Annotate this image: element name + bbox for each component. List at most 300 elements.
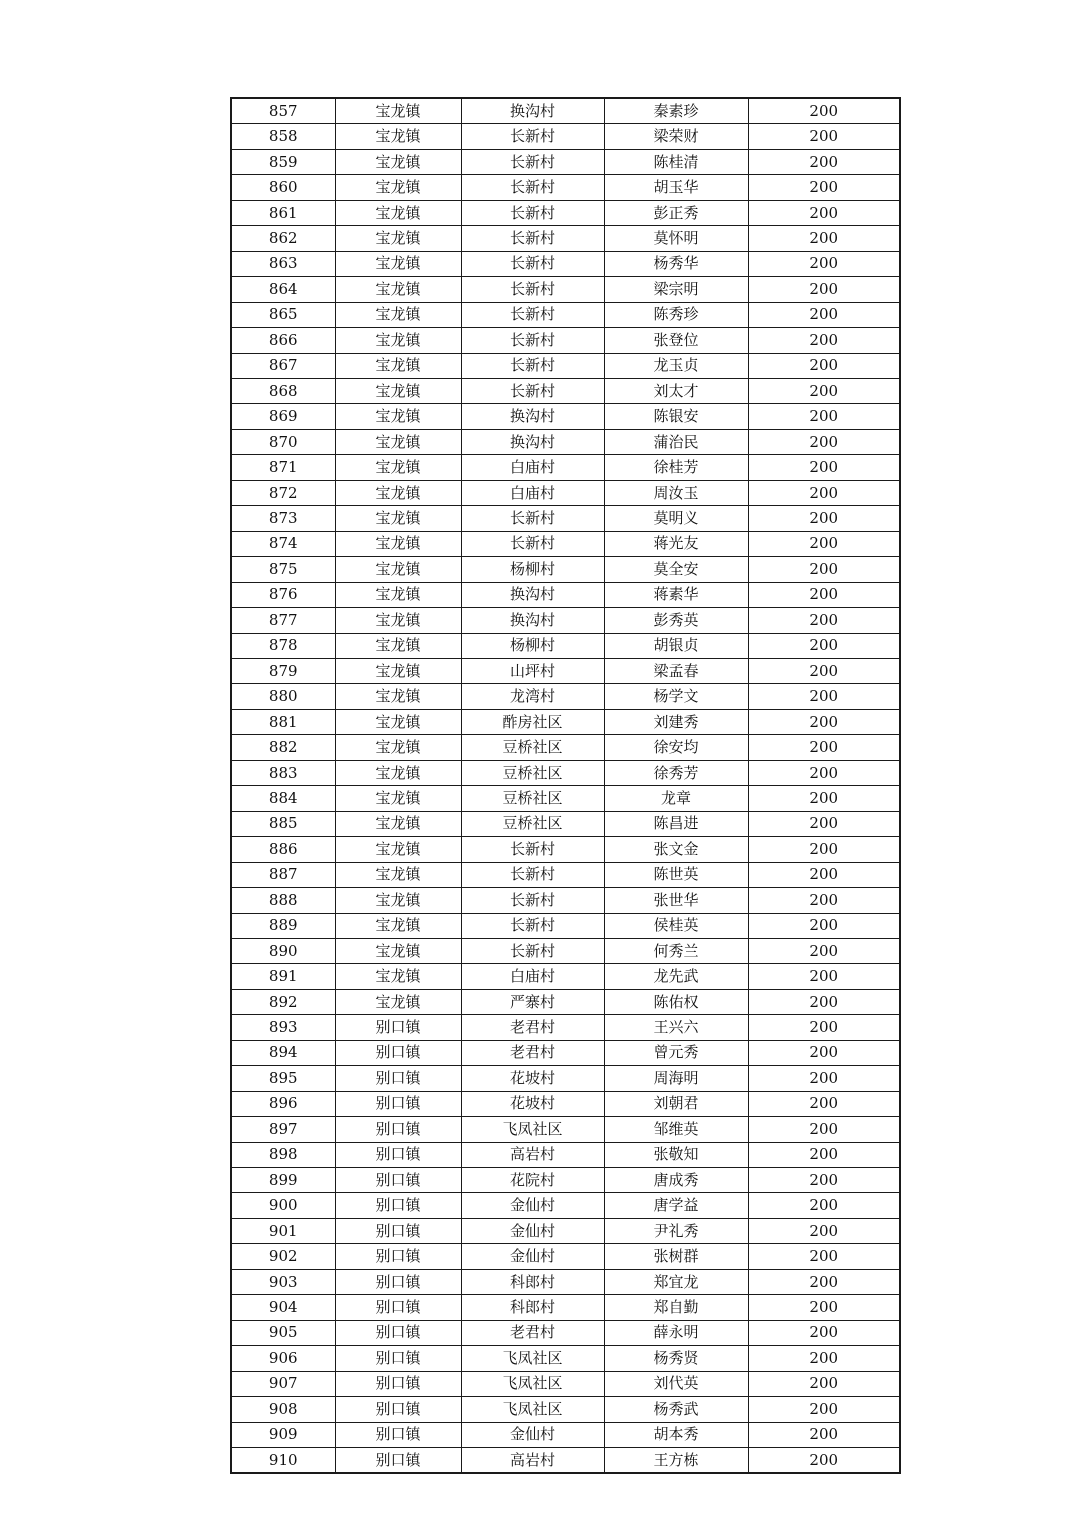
person-name-cell: 陈桂清: [604, 149, 748, 174]
village-cell: 长新村: [461, 913, 604, 938]
amount-cell: 200: [748, 328, 900, 353]
village-cell: 金仙村: [461, 1218, 604, 1243]
town-cell: 宝龙镇: [335, 480, 461, 505]
table-row: [231, 353, 900, 378]
town-cell: 宝龙镇: [335, 608, 461, 633]
person-name-cell: 刘建秀: [604, 709, 748, 734]
row-number-cell: 888: [231, 888, 335, 913]
row-number-cell: 899: [231, 1168, 335, 1193]
village-cell: 豆桥社区: [461, 786, 604, 811]
row-number-cell: 864: [231, 277, 335, 302]
row-number-cell: 901: [231, 1218, 335, 1243]
row-number-cell: 892: [231, 989, 335, 1014]
amount-cell: 200: [748, 837, 900, 862]
row-number-cell: 903: [231, 1269, 335, 1294]
table-row: [231, 786, 900, 811]
table-row: [231, 378, 900, 403]
table-row: [231, 1320, 900, 1345]
row-number-cell: 860: [231, 175, 335, 200]
table-row: [231, 531, 900, 556]
person-name-cell: 唐成秀: [604, 1168, 748, 1193]
town-cell: 宝龙镇: [335, 709, 461, 734]
row-number-cell: 908: [231, 1397, 335, 1422]
amount-cell: 200: [748, 455, 900, 480]
table-row: [231, 124, 900, 149]
amount-cell: 200: [748, 786, 900, 811]
table-row: [231, 888, 900, 913]
person-name-cell: 张文金: [604, 837, 748, 862]
person-name-cell: 张树群: [604, 1244, 748, 1269]
town-cell: 别口镇: [335, 1371, 461, 1396]
amount-cell: 200: [748, 353, 900, 378]
person-name-cell: 陈秀珍: [604, 302, 748, 327]
row-number-cell: 874: [231, 531, 335, 556]
village-cell: 飞凤社区: [461, 1371, 604, 1396]
amount-cell: 200: [748, 1397, 900, 1422]
table-row: [231, 277, 900, 302]
town-cell: 别口镇: [335, 1218, 461, 1243]
person-name-cell: 薛永明: [604, 1320, 748, 1345]
village-cell: 换沟村: [461, 582, 604, 607]
town-cell: 宝龙镇: [335, 506, 461, 531]
amount-cell: 200: [748, 1015, 900, 1040]
amount-cell: 200: [748, 1422, 900, 1447]
table-row: [231, 328, 900, 353]
town-cell: 别口镇: [335, 1448, 461, 1474]
amount-cell: 200: [748, 251, 900, 276]
amount-cell: 200: [748, 989, 900, 1014]
village-cell: 长新村: [461, 226, 604, 251]
amount-cell: 200: [748, 277, 900, 302]
table-row: [231, 1015, 900, 1040]
row-number-cell: 894: [231, 1040, 335, 1065]
village-cell: 花坡村: [461, 1091, 604, 1116]
table-row: [231, 98, 900, 124]
town-cell: 宝龙镇: [335, 175, 461, 200]
table-row: [231, 506, 900, 531]
town-cell: 宝龙镇: [335, 200, 461, 225]
amount-cell: 200: [748, 684, 900, 709]
table-row: [231, 1422, 900, 1447]
table-row: [231, 913, 900, 938]
row-number-cell: 876: [231, 582, 335, 607]
table-row: [231, 582, 900, 607]
person-name-cell: 彭秀英: [604, 608, 748, 633]
row-number-cell: 906: [231, 1346, 335, 1371]
row-number-cell: 857: [231, 98, 335, 124]
town-cell: 宝龙镇: [335, 633, 461, 658]
town-cell: 宝龙镇: [335, 226, 461, 251]
town-cell: 别口镇: [335, 1040, 461, 1065]
village-cell: 长新村: [461, 302, 604, 327]
village-cell: 白庙村: [461, 455, 604, 480]
town-cell: 宝龙镇: [335, 837, 461, 862]
town-cell: 宝龙镇: [335, 760, 461, 785]
town-cell: 别口镇: [335, 1320, 461, 1345]
table-row: [231, 149, 900, 174]
table-row: [231, 633, 900, 658]
table-row: [231, 226, 900, 251]
town-cell: 宝龙镇: [335, 302, 461, 327]
amount-cell: 200: [748, 1142, 900, 1167]
person-name-cell: 杨学文: [604, 684, 748, 709]
table-row: [231, 862, 900, 887]
person-name-cell: 曾元秀: [604, 1040, 748, 1065]
table-row: [231, 1168, 900, 1193]
town-cell: 宝龙镇: [335, 913, 461, 938]
amount-cell: 200: [748, 633, 900, 658]
row-number-cell: 870: [231, 429, 335, 454]
person-name-cell: 陈昌进: [604, 811, 748, 836]
village-cell: 山坪村: [461, 658, 604, 683]
person-name-cell: 刘太才: [604, 378, 748, 403]
row-number-cell: 897: [231, 1117, 335, 1142]
amount-cell: 200: [748, 429, 900, 454]
person-name-cell: 周海明: [604, 1066, 748, 1091]
town-cell: 宝龙镇: [335, 786, 461, 811]
roster-table-body: [231, 98, 900, 1473]
person-name-cell: 侯桂英: [604, 913, 748, 938]
village-cell: 长新村: [461, 888, 604, 913]
table-row: [231, 811, 900, 836]
amount-cell: 200: [748, 506, 900, 531]
amount-cell: 200: [748, 557, 900, 582]
village-cell: 科郎村: [461, 1269, 604, 1294]
village-cell: 长新村: [461, 149, 604, 174]
person-name-cell: 王兴六: [604, 1015, 748, 1040]
row-number-cell: 862: [231, 226, 335, 251]
town-cell: 宝龙镇: [335, 277, 461, 302]
town-cell: 别口镇: [335, 1066, 461, 1091]
village-cell: 金仙村: [461, 1422, 604, 1447]
person-name-cell: 莫怀明: [604, 226, 748, 251]
amount-cell: 200: [748, 1218, 900, 1243]
row-number-cell: 896: [231, 1091, 335, 1116]
village-cell: 换沟村: [461, 404, 604, 429]
table-row: [231, 684, 900, 709]
village-cell: 老君村: [461, 1015, 604, 1040]
person-name-cell: 张敬知: [604, 1142, 748, 1167]
person-name-cell: 莫全安: [604, 557, 748, 582]
amount-cell: 200: [748, 1269, 900, 1294]
amount-cell: 200: [748, 1371, 900, 1396]
person-name-cell: 杨秀华: [604, 251, 748, 276]
table-row: [231, 1040, 900, 1065]
person-name-cell: 刘朝君: [604, 1091, 748, 1116]
town-cell: 宝龙镇: [335, 353, 461, 378]
table-row: [231, 1142, 900, 1167]
town-cell: 别口镇: [335, 1193, 461, 1218]
row-number-cell: 902: [231, 1244, 335, 1269]
village-cell: 长新村: [461, 200, 604, 225]
town-cell: 宝龙镇: [335, 455, 461, 480]
town-cell: 别口镇: [335, 1295, 461, 1320]
person-name-cell: 徐桂芳: [604, 455, 748, 480]
row-number-cell: 877: [231, 608, 335, 633]
town-cell: 别口镇: [335, 1015, 461, 1040]
person-name-cell: 杨秀贤: [604, 1346, 748, 1371]
table-row: [231, 658, 900, 683]
row-number-cell: 893: [231, 1015, 335, 1040]
roster-table: [230, 97, 901, 1474]
table-row: [231, 938, 900, 963]
amount-cell: 200: [748, 862, 900, 887]
table-row: [231, 964, 900, 989]
amount-cell: 200: [748, 1320, 900, 1345]
village-cell: 严寨村: [461, 989, 604, 1014]
table-row: [231, 1346, 900, 1371]
village-cell: 杨柳村: [461, 557, 604, 582]
village-cell: 长新村: [461, 328, 604, 353]
town-cell: 宝龙镇: [335, 989, 461, 1014]
village-cell: 豆桥社区: [461, 760, 604, 785]
village-cell: 长新村: [461, 837, 604, 862]
village-cell: 花院村: [461, 1168, 604, 1193]
village-cell: 换沟村: [461, 608, 604, 633]
table-row: [231, 480, 900, 505]
person-name-cell: 莫明义: [604, 506, 748, 531]
row-number-cell: 871: [231, 455, 335, 480]
amount-cell: 200: [748, 1168, 900, 1193]
table-row: [231, 200, 900, 225]
amount-cell: 200: [748, 404, 900, 429]
person-name-cell: 梁宗明: [604, 277, 748, 302]
row-number-cell: 909: [231, 1422, 335, 1447]
row-number-cell: 900: [231, 1193, 335, 1218]
village-cell: 金仙村: [461, 1244, 604, 1269]
town-cell: 宝龙镇: [335, 658, 461, 683]
town-cell: 宝龙镇: [335, 888, 461, 913]
village-cell: 换沟村: [461, 98, 604, 124]
row-number-cell: 886: [231, 837, 335, 862]
amount-cell: 200: [748, 1091, 900, 1116]
village-cell: 长新村: [461, 531, 604, 556]
amount-cell: 200: [748, 149, 900, 174]
row-number-cell: 863: [231, 251, 335, 276]
table-row: [231, 1371, 900, 1396]
person-name-cell: 徐秀芳: [604, 760, 748, 785]
amount-cell: 200: [748, 1193, 900, 1218]
table-row: [231, 251, 900, 276]
row-number-cell: 869: [231, 404, 335, 429]
person-name-cell: 胡玉华: [604, 175, 748, 200]
amount-cell: 200: [748, 811, 900, 836]
person-name-cell: 何秀兰: [604, 938, 748, 963]
table-row: [231, 989, 900, 1014]
table-row: [231, 1117, 900, 1142]
village-cell: 长新村: [461, 175, 604, 200]
village-cell: 科郎村: [461, 1295, 604, 1320]
town-cell: 宝龙镇: [335, 557, 461, 582]
town-cell: 宝龙镇: [335, 938, 461, 963]
person-name-cell: 梁孟春: [604, 658, 748, 683]
row-number-cell: 879: [231, 658, 335, 683]
row-number-cell: 880: [231, 684, 335, 709]
amount-cell: 200: [748, 98, 900, 124]
village-cell: 龙湾村: [461, 684, 604, 709]
table-row: [231, 735, 900, 760]
row-number-cell: 882: [231, 735, 335, 760]
amount-cell: 200: [748, 1066, 900, 1091]
table-row: [231, 837, 900, 862]
amount-cell: 200: [748, 1295, 900, 1320]
row-number-cell: 885: [231, 811, 335, 836]
table-row: [231, 175, 900, 200]
village-cell: 花坡村: [461, 1066, 604, 1091]
table-row: [231, 1066, 900, 1091]
person-name-cell: 陈世英: [604, 862, 748, 887]
town-cell: 别口镇: [335, 1168, 461, 1193]
row-number-cell: 884: [231, 786, 335, 811]
town-cell: 宝龙镇: [335, 531, 461, 556]
amount-cell: 200: [748, 938, 900, 963]
person-name-cell: 蒋素华: [604, 582, 748, 607]
town-cell: 别口镇: [335, 1269, 461, 1294]
person-name-cell: 胡银贞: [604, 633, 748, 658]
table-row: [231, 302, 900, 327]
town-cell: 别口镇: [335, 1422, 461, 1447]
row-number-cell: 866: [231, 328, 335, 353]
town-cell: 宝龙镇: [335, 684, 461, 709]
table-row: [231, 1091, 900, 1116]
row-number-cell: 878: [231, 633, 335, 658]
town-cell: 宝龙镇: [335, 404, 461, 429]
amount-cell: 200: [748, 709, 900, 734]
row-number-cell: 905: [231, 1320, 335, 1345]
row-number-cell: 867: [231, 353, 335, 378]
person-name-cell: 彭正秀: [604, 200, 748, 225]
village-cell: 长新村: [461, 251, 604, 276]
town-cell: 宝龙镇: [335, 964, 461, 989]
amount-cell: 200: [748, 888, 900, 913]
table-row: [231, 760, 900, 785]
person-name-cell: 郑自勤: [604, 1295, 748, 1320]
row-number-cell: 891: [231, 964, 335, 989]
town-cell: 宝龙镇: [335, 862, 461, 887]
amount-cell: 200: [748, 378, 900, 403]
village-cell: 飞凤社区: [461, 1346, 604, 1371]
town-cell: 宝龙镇: [335, 149, 461, 174]
person-name-cell: 蒋光友: [604, 531, 748, 556]
village-cell: 长新村: [461, 378, 604, 403]
town-cell: 宝龙镇: [335, 328, 461, 353]
amount-cell: 200: [748, 226, 900, 251]
table-row: [231, 557, 900, 582]
person-name-cell: 龙先武: [604, 964, 748, 989]
row-number-cell: 910: [231, 1448, 335, 1474]
amount-cell: 200: [748, 735, 900, 760]
amount-cell: 200: [748, 1040, 900, 1065]
row-number-cell: 898: [231, 1142, 335, 1167]
table-row: [231, 404, 900, 429]
person-name-cell: 王方栋: [604, 1448, 748, 1474]
row-number-cell: 890: [231, 938, 335, 963]
amount-cell: 200: [748, 124, 900, 149]
village-cell: 长新村: [461, 938, 604, 963]
table-row: [231, 608, 900, 633]
amount-cell: 200: [748, 531, 900, 556]
amount-cell: 200: [748, 1448, 900, 1474]
village-cell: 杨柳村: [461, 633, 604, 658]
person-name-cell: 邹维英: [604, 1117, 748, 1142]
row-number-cell: 904: [231, 1295, 335, 1320]
village-cell: 白庙村: [461, 964, 604, 989]
table-row: [231, 455, 900, 480]
village-cell: 长新村: [461, 506, 604, 531]
person-name-cell: 尹礼秀: [604, 1218, 748, 1243]
person-name-cell: 杨秀武: [604, 1397, 748, 1422]
table-row: [231, 429, 900, 454]
amount-cell: 200: [748, 1244, 900, 1269]
person-name-cell: 唐学益: [604, 1193, 748, 1218]
village-cell: 飞凤社区: [461, 1397, 604, 1422]
village-cell: 长新村: [461, 862, 604, 887]
row-number-cell: 889: [231, 913, 335, 938]
village-cell: 长新村: [461, 277, 604, 302]
town-cell: 宝龙镇: [335, 124, 461, 149]
row-number-cell: 895: [231, 1066, 335, 1091]
amount-cell: 200: [748, 1346, 900, 1371]
amount-cell: 200: [748, 608, 900, 633]
amount-cell: 200: [748, 582, 900, 607]
amount-cell: 200: [748, 964, 900, 989]
row-number-cell: 887: [231, 862, 335, 887]
town-cell: 别口镇: [335, 1244, 461, 1269]
village-cell: 酢房社区: [461, 709, 604, 734]
amount-cell: 200: [748, 1117, 900, 1142]
town-cell: 宝龙镇: [335, 98, 461, 124]
row-number-cell: 881: [231, 709, 335, 734]
row-number-cell: 873: [231, 506, 335, 531]
row-number-cell: 883: [231, 760, 335, 785]
village-cell: 白庙村: [461, 480, 604, 505]
town-cell: 别口镇: [335, 1117, 461, 1142]
amount-cell: 200: [748, 658, 900, 683]
person-name-cell: 蒲治民: [604, 429, 748, 454]
table-row: [231, 1244, 900, 1269]
row-number-cell: 865: [231, 302, 335, 327]
town-cell: 宝龙镇: [335, 811, 461, 836]
table-row: [231, 1269, 900, 1294]
town-cell: 宝龙镇: [335, 429, 461, 454]
amount-cell: 200: [748, 913, 900, 938]
town-cell: 别口镇: [335, 1142, 461, 1167]
person-name-cell: 陈银安: [604, 404, 748, 429]
town-cell: 宝龙镇: [335, 735, 461, 760]
table-row: [231, 1218, 900, 1243]
village-cell: 高岩村: [461, 1448, 604, 1474]
town-cell: 宝龙镇: [335, 378, 461, 403]
person-name-cell: 秦素珍: [604, 98, 748, 124]
village-cell: 长新村: [461, 124, 604, 149]
person-name-cell: 郑宜龙: [604, 1269, 748, 1294]
row-number-cell: 872: [231, 480, 335, 505]
person-name-cell: 徐安均: [604, 735, 748, 760]
person-name-cell: 梁荣财: [604, 124, 748, 149]
amount-cell: 200: [748, 480, 900, 505]
row-number-cell: 861: [231, 200, 335, 225]
town-cell: 别口镇: [335, 1346, 461, 1371]
town-cell: 别口镇: [335, 1397, 461, 1422]
village-cell: 换沟村: [461, 429, 604, 454]
table-row: [231, 1448, 900, 1474]
person-name-cell: 周汝玉: [604, 480, 748, 505]
person-name-cell: 刘代英: [604, 1371, 748, 1396]
table-row: [231, 1397, 900, 1422]
person-name-cell: 陈佑权: [604, 989, 748, 1014]
town-cell: 宝龙镇: [335, 251, 461, 276]
person-name-cell: 龙章: [604, 786, 748, 811]
